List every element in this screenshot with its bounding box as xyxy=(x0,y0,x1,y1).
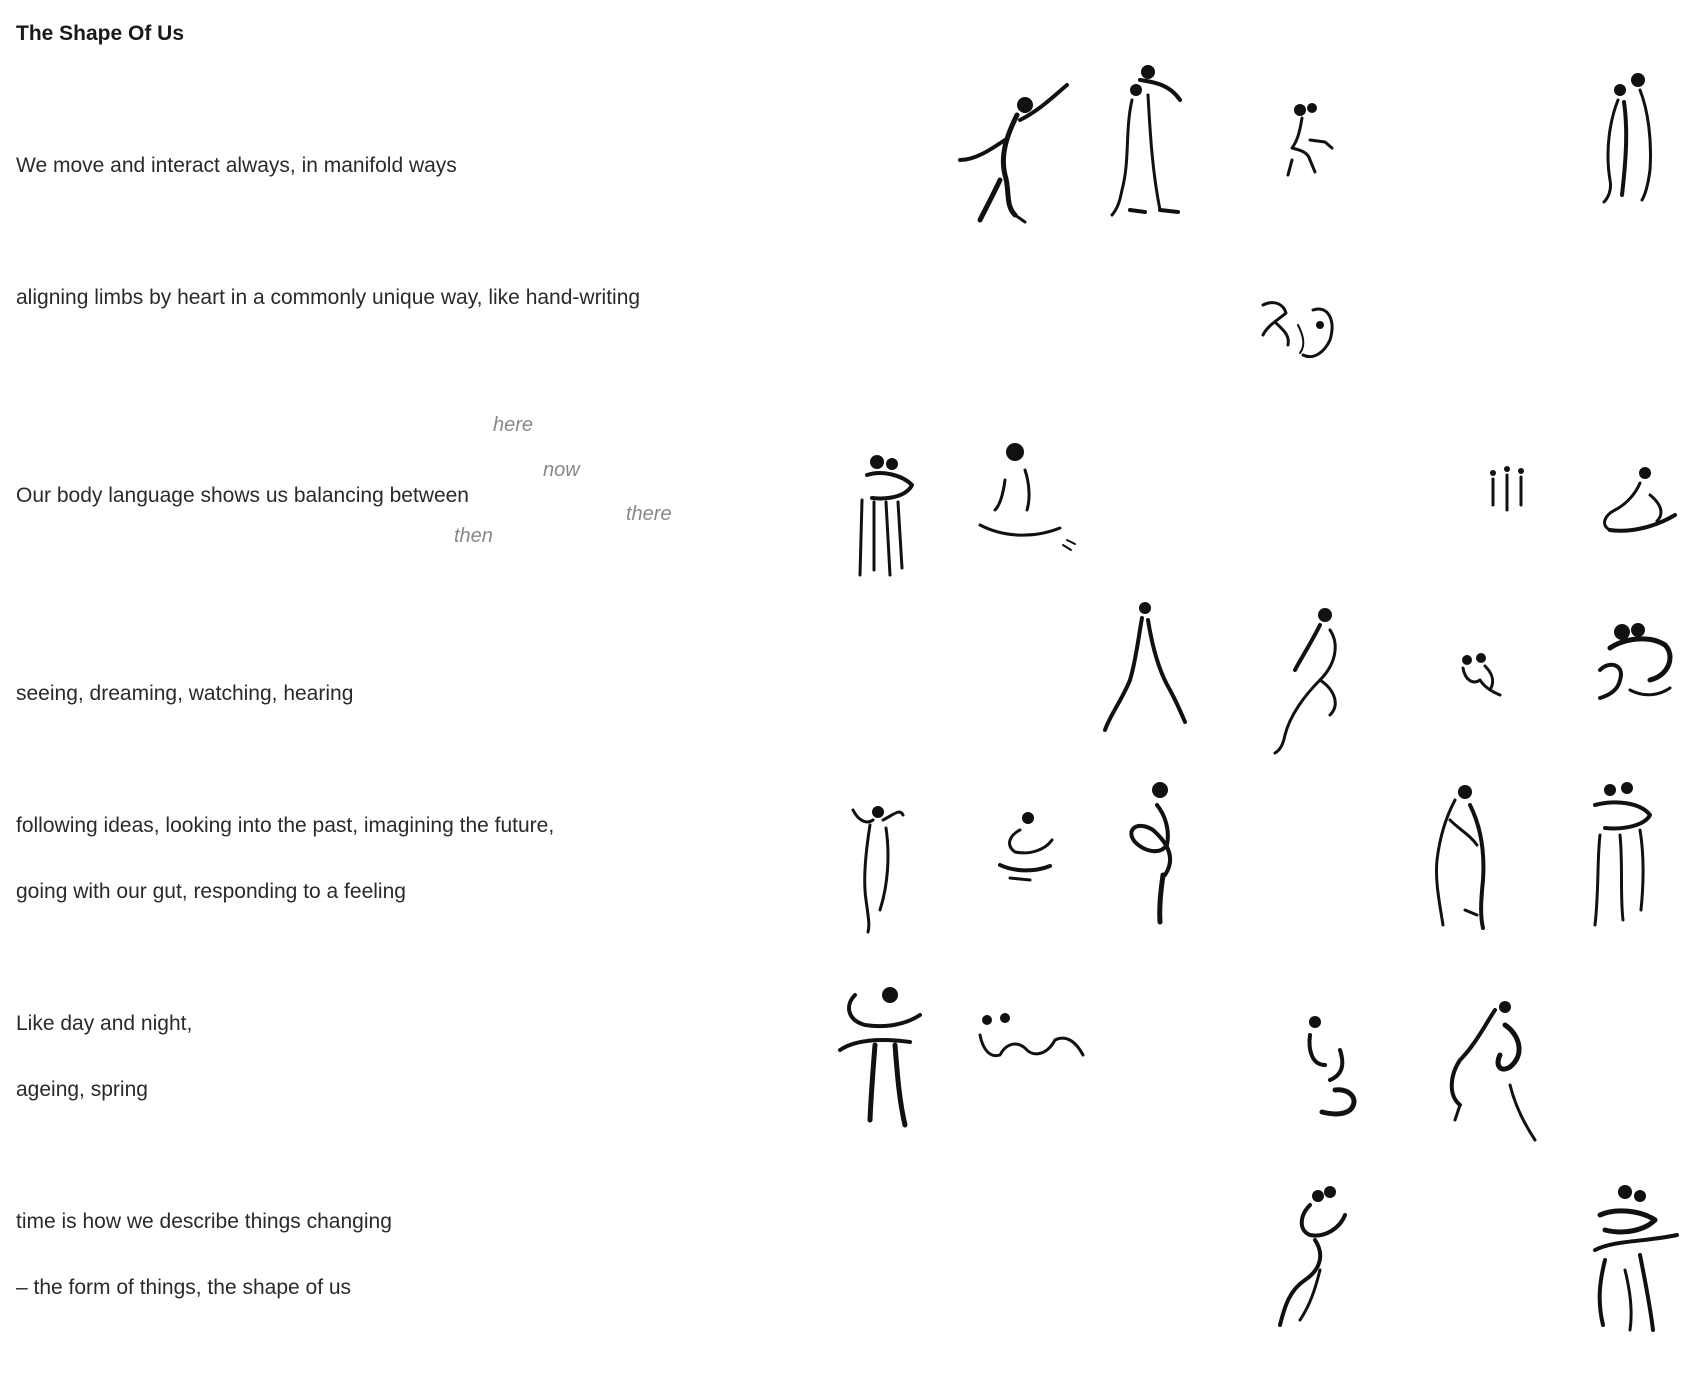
poem-line-1: We move and interact always, in manifold ways xyxy=(16,154,457,177)
page-title: The Shape Of Us xyxy=(16,22,185,45)
floating-word-then: then xyxy=(454,525,493,547)
ink-figure-stretching xyxy=(848,800,908,935)
poem-line-10: – the form of things, the shape of us xyxy=(16,1276,352,1299)
poem-line-2: aligning limbs by heart in a commonly unique way, like hand-writing xyxy=(16,286,641,309)
ink-figure-tiny-trio xyxy=(1485,465,1530,515)
poem-line-3: Our body language shows us balancing between xyxy=(16,484,469,507)
ink-figure-striding xyxy=(1100,600,1190,735)
ink-figure-reaching xyxy=(955,80,1075,225)
ink-figure-lying-group xyxy=(975,1010,1085,1070)
ink-figure-entwined-pair xyxy=(1585,1180,1685,1340)
ink-figure-seated-meditating xyxy=(975,440,1085,560)
ink-figure-small-huddle xyxy=(1455,650,1505,700)
floating-word-here: here xyxy=(493,414,534,436)
ink-figure-reclining xyxy=(1595,465,1680,540)
poem-line-7: Like day and night, xyxy=(16,1012,193,1035)
floating-word-there: there xyxy=(626,503,672,525)
ink-figure-leaning-dancer xyxy=(1265,605,1375,755)
ink-figure-cloaked-pair xyxy=(1100,60,1195,220)
ink-figure-crouching xyxy=(990,810,1060,885)
ink-figure-embracing xyxy=(852,450,922,580)
ink-figure-dancing-pair xyxy=(1270,1180,1370,1330)
ink-figure-standing-pair xyxy=(1590,70,1660,205)
poem-line-9: time is how we describe things changing xyxy=(16,1210,392,1233)
ink-figure-swirling-pair xyxy=(1440,995,1540,1145)
poem-line-4: seeing, dreaming, watching, hearing xyxy=(16,682,354,705)
ink-figure-small-runner xyxy=(1280,100,1340,185)
ink-figure-arms-wide xyxy=(835,980,930,1130)
ink-figure-couple-standing xyxy=(1425,780,1505,930)
ink-figure-balancing xyxy=(1115,780,1195,925)
ink-figure-hugging-pair xyxy=(1590,620,1680,705)
ink-figure-couple-embrace xyxy=(1585,780,1660,930)
poem-line-5: following ideas, looking into the past, imagining the future, xyxy=(16,814,555,837)
poem-line-6: going with our gut, responding to a feeling xyxy=(16,880,406,903)
ink-figure-tiny-flying-pair xyxy=(1258,295,1338,363)
floating-word-now: now xyxy=(543,459,580,481)
poem-line-8: ageing, spring xyxy=(16,1078,148,1101)
ink-figure-kneeling xyxy=(1300,1010,1370,1120)
